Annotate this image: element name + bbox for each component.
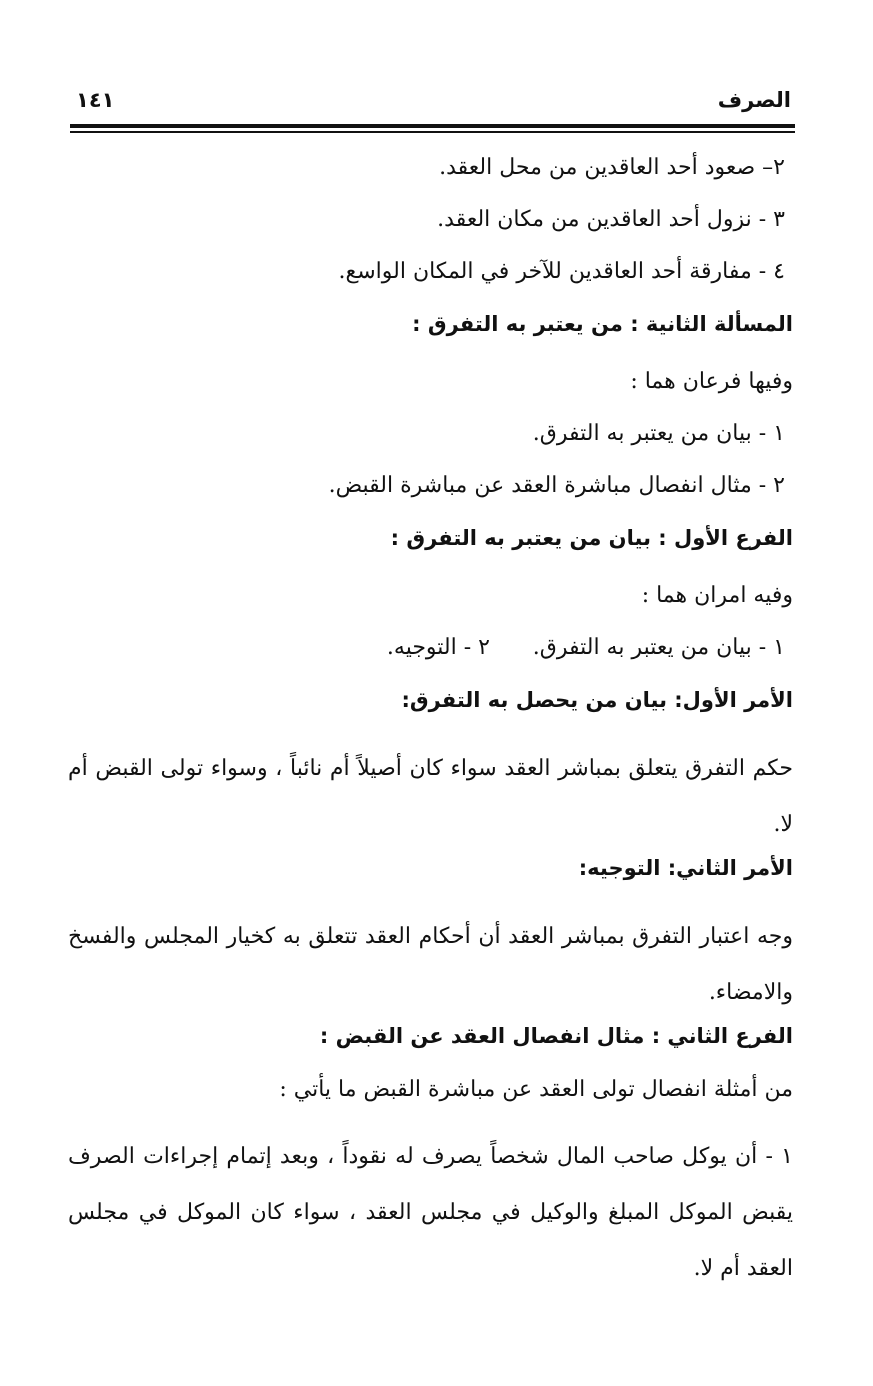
page-header	[70, 88, 791, 118]
page-body	[68, 155, 793, 1297]
subsection-heading: الفرع الثاني : مثال انفصال العقد عن القبض :	[319, 1024, 793, 1048]
inline-list	[68, 635, 793, 687]
header-rule-thin	[70, 131, 795, 133]
page-number: ١٤١	[76, 88, 115, 112]
paragraph: حكم التفرق يتعلق بمباشر العقد سواء كان أصيلاً أم نائباً ، وسواء تولى القبض أم لا.	[68, 756, 793, 837]
list-item: ٢ - مثال انفصال مباشرة العقد عن مباشرة القبض.	[328, 473, 785, 498]
list-item: ٤ - مفارقة أحد العاقدين للآخر في المكان الواسع.	[338, 259, 785, 284]
list-item: ١ - بيان من يعتبر به التفرق.	[532, 635, 785, 660]
intro-text: من أمثلة انفصال تولى العقد عن مباشرة القبض ما يأتي :	[279, 1077, 793, 1102]
paragraph: ١ - أن يوكل صاحب المال شخصاً يصرف له نقوداً ، وبعد إتمام إجراءات الصرف يقبض الموكل المبلغ والوكيل في مجلس العقد ، سواء كان الموكل في مجلس العقد أم لا.	[68, 1144, 793, 1281]
subsection-heading: الأمر الثاني: التوجيه:	[578, 856, 793, 880]
list-item: ٢– صعود أحد العاقدين من محل العقد.	[439, 155, 785, 180]
subsection-heading: الفرع الأول : بيان من يعتبر به التفرق :	[390, 526, 793, 550]
section-heading: المسألة الثانية : من يعتبر به التفرق :	[412, 312, 793, 336]
intro-text: وفيها فرعان هما :	[630, 369, 793, 394]
header-rule-thick	[70, 124, 795, 128]
intro-text: وفيه امران هما :	[641, 583, 793, 608]
subsection-heading: الأمر الأول: بيان من يحصل به التفرق:	[401, 688, 793, 712]
running-title: الصرف	[717, 88, 791, 112]
list-item: ٢ - التوجيه.	[386, 635, 490, 660]
list-item: ٣ - نزول أحد العاقدين من مكان العقد.	[437, 207, 785, 232]
paragraph: وجه اعتبار التفرق بمباشر العقد أن أحكام العقد تتعلق به كخيار المجلس والفسخ والامضاء.	[68, 924, 793, 1005]
list-item: ١ - بيان من يعتبر به التفرق.	[532, 421, 785, 446]
